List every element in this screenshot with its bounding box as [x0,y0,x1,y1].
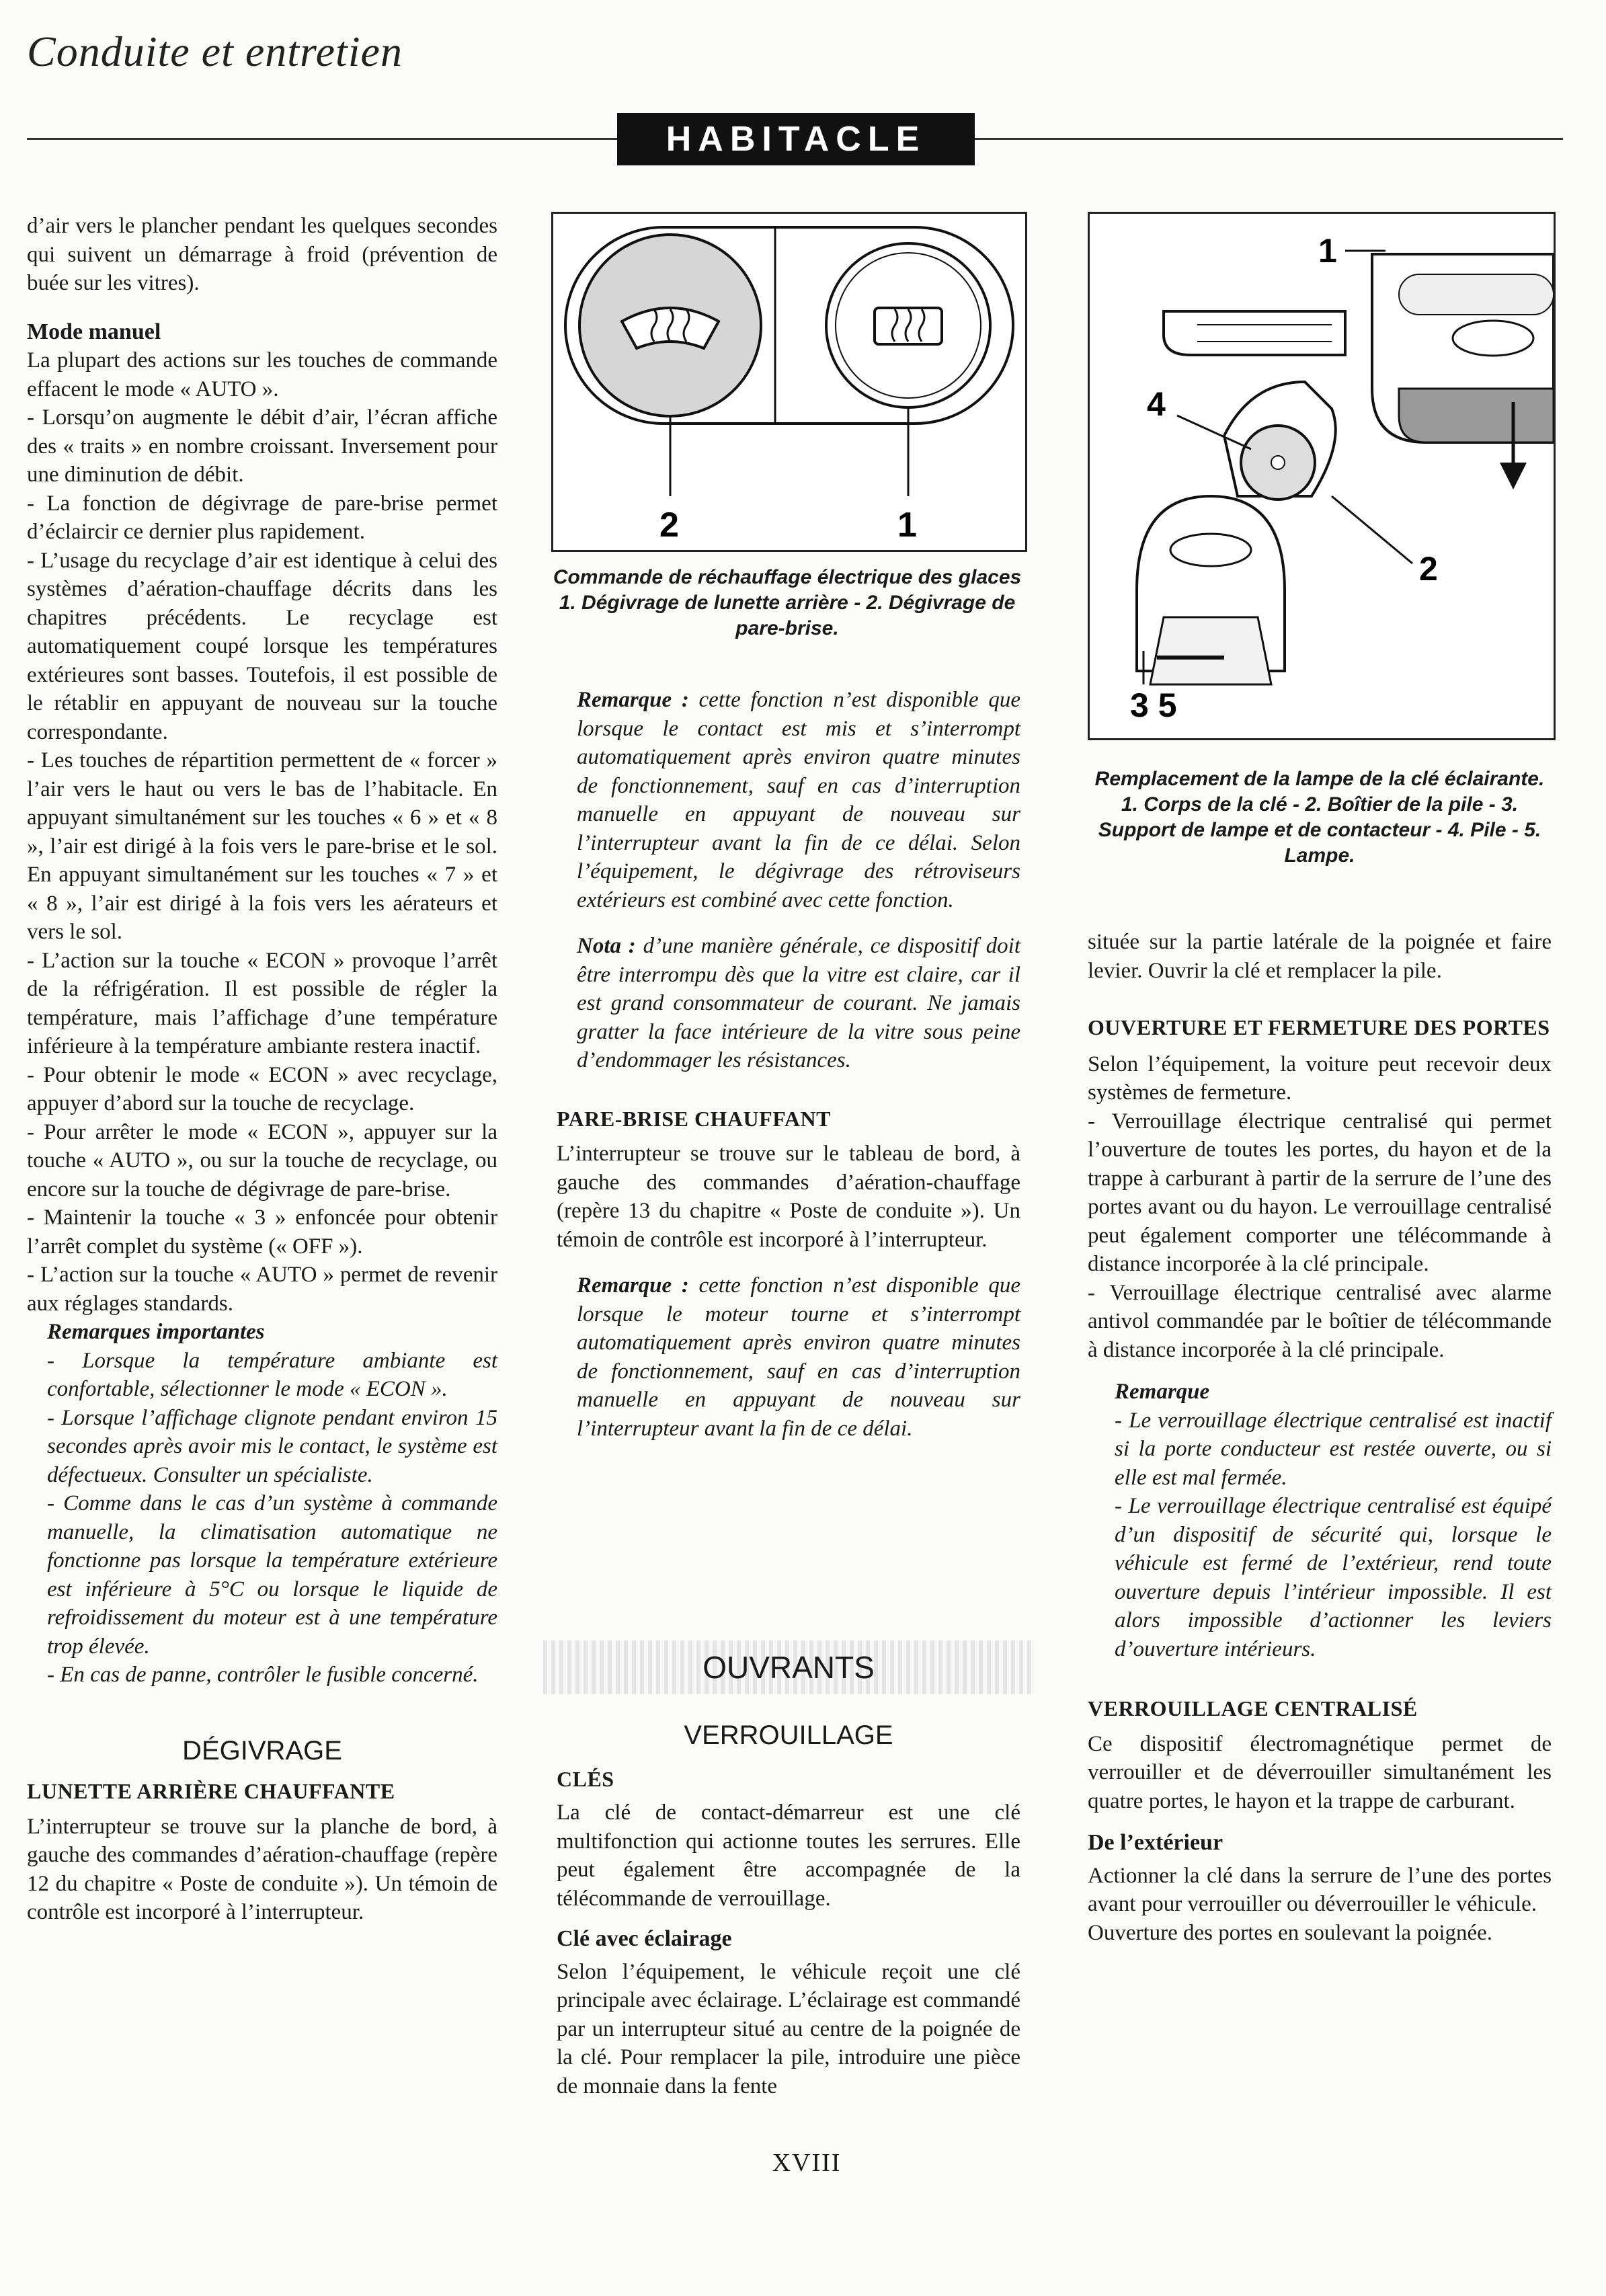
paragraph: La plupart des actions sur les touches de commande effacent le mode « AUTO ». [27,348,497,401]
paragraph: - L’action sur la touche « ECON » provoque l’arrêt de la réfrigération. Il est possible de régler la température, mais l’affichage d’une température inférieure à la température ambiante restera inactif. [27,948,497,1058]
remarque-1: Remarque : cette fonction n’est disponible que lorsque le contact est mis et s’interrompt automatiquement après environ quatre minutes de fonctionnement, sauf en cas d’interruption manuelle en appuyant de nouveau sur l’interrupteur avant la fin de ce délai. Selon l’équipement, le dégivrage des rétroviseurs extérieurs est combiné avec cette fonction. [577,688,1020,912]
remark-item: - Lorsque la température ambiante est confortable, sélectionner le mode « ECON ». [47,1348,497,1401]
key-lamp-illustration [1090,214,1554,738]
nota: Nota : d’une manière générale, ce dispositif doit être interrompu dès que la vitre est claire, car il est grand consommateur de courant. Ne jamais gratter la face intérieure de la vitre sous peine d’endommager les résistances. [577,934,1020,1072]
paragraph: - Verrouillage électrique centralisé qui permet l’ouverture de toutes les portes, du hayon et de la trappe à carburant à partir de la serrure de l’une des portes avant ou du hayon. Le verrouillage centralisé peut également comporter une télécommande à distance incorporée à la clé principale. [1088,1109,1552,1276]
figure-defrost-switches [551,212,1027,552]
paragraph: - L’usage du recyclage d’air est identique à celui des systèmes d’aération-chauffage décrits dans les chapitres précédents. Le recyclage est automatiquement coupé lorsque les températures extérieures sont basses. Toutefois, il est possible de le rétablir en appuyant de nouveau sur la touche correspondante. [27,548,497,744]
cles-text: La clé de contact-démarreur est une clé multifonction qui actionne toutes les serrures. Elle peut également être accompagnée de la télécommande de verrouillage. [557,1800,1020,1911]
remarques-heading: Remarques importantes [47,1320,265,1344]
exterieur-text-2: Ouverture des portes en soulevant la poignée. [1088,1920,1493,1945]
cle-eclairage-text: Selon l’équipement, le véhicule reçoit une clé principale avec éclairage. L’éclairage est commandé par un interrupteur situé au centre de la poignée de la clé. Pour remplacer la pile, introduire une pièce de monnaie dans la fente [557,1959,1020,2098]
cont-text: située sur la partie latérale de la poignée et faire levier. Ouvrir la clé et remplacer la pile. [1088,930,1552,983]
column-3 [1088,928,1552,1947]
cles-heading: CLÉS [557,1766,614,1791]
paragraph: - Lorsqu’on augmente le débit d’air, l’écran affiche des « traits » en nombre croissant. Inversement pour une diminution de débit. [27,405,497,487]
fig3-label-3-5: 3 5 [1130,686,1177,724]
verrouillage-heading: VERROUILLAGE [684,1720,893,1750]
page-number: XVIII [772,2149,842,2177]
paragraph: - Pour obtenir le mode « ECON » avec recyclage, appuyer d’abord sur la touche de recyclage. [27,1062,497,1115]
paragraph: - L’action sur la touche « AUTO » permet de revenir aux réglages standards. [27,1263,497,1316]
column-1 [27,212,497,1927]
remark-item: - Le verrouillage électrique centralisé est inactif si la porte conducteur est restée ouverte, ou si elle est mal fermée. [1115,1408,1552,1490]
fig3-label-2: 2 [1419,550,1438,588]
remarque-2: Remarque : cette fonction n’est disponible que lorsque le moteur tourne et s’interrompt automatiquement après environ quatre minutes de fonctionnement, sauf en cas d’interruption manuelle en appuyant de nouveau sur l’interrupteur avant la fin de ce délai. [577,1273,1020,1441]
figure-caption-defrost: Commande de réchauffage électrique des glaces 1. Dégivrage de lunette arrière - 2. Dégivrage de pare-brise. [553,566,1022,639]
exterieur-text: Actionner la clé dans la serrure de l’une des portes avant pour verrouiller ou déverrouiller le véhicule. [1088,1863,1552,1916]
paragraph: - Les touches de répartition permettent de « forcer » l’air vers le haut ou vers le bas de l’habitacle. En appuyant simultanément sur les touches « 6 » et « 8 », l’air est dirigé à la fois vers le pare-brise et le sol. En appuyant simultanément sur les touches « 7 » et « 8 », l’air est dirigé à la fois vers les aérateurs et vers le sol. [27,748,497,944]
cle-eclairage-heading: Clé avec éclairage [557,1926,732,1951]
centralise-heading: VERROUILLAGE CENTRALISÉ [1088,1696,1418,1720]
windshield-defrost-icon [622,308,719,348]
paragraph: Selon l’équipement, la voiture peut recevoir deux systèmes de fermeture. [1088,1052,1552,1105]
fig3-label-1: 1 [1318,232,1337,270]
column-2-lower [557,1721,1020,2100]
defrost-switch-illustration [553,214,1025,550]
remark-item: - En cas de panne, contrôler le fusible concerné. [47,1663,479,1687]
fig3-label-4: 4 [1147,385,1166,423]
rear-window-defrost-icon [875,308,942,344]
figure-key-lamp [1088,212,1556,740]
page-header-title: Conduite et entretien [27,28,403,75]
ouvrants-heading: OUVRANTS [702,1650,875,1685]
remarque-heading: Remarque [1115,1380,1210,1404]
remark-item: - Le verrouillage électrique centralisé est équipé d’un dispositif de sécurité qui, lorsque le véhicule est fermé de l’extérieur, rend toute ouverture depuis l’intérieur impossible. Il est alors impossible d’actionner les leviers d’ouverture intérieurs. [1115,1494,1552,1661]
fig-label-2: 2 [659,506,679,545]
portes-heading: OUVERTURE ET FERMETURE DES PORTES [1088,1015,1550,1039]
parebrise-heading: PARE-BRISE CHAUFFANT [557,1106,831,1131]
paragraph: - La fonction de dégivrage de pare-brise permet d’éclaircir ce dernier plus rapidement. [27,491,497,544]
degivrage-heading: DÉGIVRAGE [182,1735,342,1766]
paragraph: - Verrouillage électrique centralisé avec alarme antivol commandée par le boîtier de télécommande à distance incorporée à la clé principale. [1088,1280,1552,1362]
remark-item: - Lorsque l’affichage clignote pendant environ 15 secondes après avoir mis le contact, le système est défectueux. Consulter un spécialiste. [47,1405,497,1487]
lamp-support [1150,617,1271,684]
lunette-text: L’interrupteur se trouve sur la planche de bord, à gauche des commandes d’aération-chauffage (repère 12 du chapitre « Poste de conduite »). Un témoin de contrôle est incorporé à l’interrupteur. [27,1814,497,1924]
parebrise-text: L’interrupteur se trouve sur le tableau de bord, à gauche des commandes d’aération-chauffage (repère 13 du chapitre « Poste de conduite »). Un témoin de contrôle est incorporé à l’interrupteur. [557,1142,1020,1252]
exterieur-heading: De l’extérieur [1088,1830,1223,1855]
lunette-heading: LUNETTE ARRIÈRE CHAUFFANTE [27,1779,395,1803]
figure-caption-key: Remplacement de la lampe de la clé éclairante. 1. Corps de la clé - 2. Boîtier de la pile - 3. Support de lampe et de contacteur - 4. Pile - 5. Lampe. [1094,768,1545,867]
centralise-text: Ce dispositif électromagnétique permet de verrouiller et de déverrouiller simultanément les quatre portes, le hayon et la trappe de carburant. [1088,1731,1552,1813]
intro-text: d’air vers le plancher pendant les quelques secondes qui suivent un démarrage à froid (prévention de buée sur les vitres). [27,214,497,295]
section-tab: HABITACLE [617,113,975,165]
fig-label-1: 1 [897,506,917,545]
mode-manuel-heading: Mode manuel [27,319,161,344]
column-2 [557,686,1020,1443]
remark-item: - Comme dans le cas d’un système à commande manuelle, la climatisation automatique ne fonctionne pas lorsque la température extérieure est inférieure à 5°C ou lorsque le liquide de refroidissement du moteur est à une température trop élevée. [47,1491,497,1659]
paragraph: - Maintenir la touche « 3 » enfoncée pour obtenir l’arrêt complet du système (« OFF »). [27,1205,497,1259]
paragraph: - Pour arrêter le mode « ECON », appuyer sur la touche « AUTO », ou sur la touche de recyclage, ou encore sur la touche de dégivrage de pare-brise. [27,1119,497,1201]
